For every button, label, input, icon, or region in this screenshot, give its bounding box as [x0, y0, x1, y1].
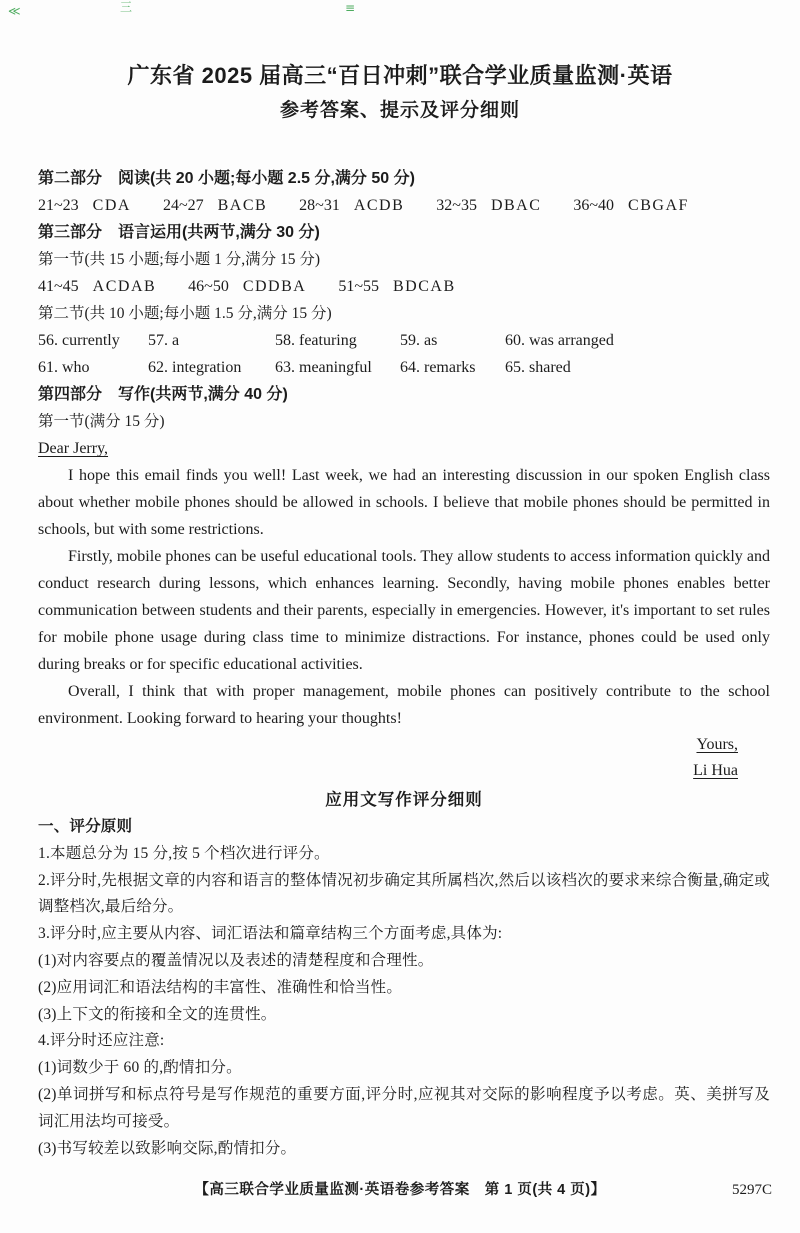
page-title: 广东省 2025 届高三“百日冲刺”联合学业质量监测·英语 — [127, 63, 673, 88]
blank-answer: 56. currently — [38, 332, 120, 349]
rubric-item: 3.评分时,应主要从内容、词汇语法和篇章结构三个方面考虑,具体为: — [38, 925, 503, 943]
answer-letters: CDA — [92, 197, 131, 214]
essay-paragraph-2: Firstly, mobile phones can be useful educational tools. They allow students to access information quickly and conduct research during lessons, which enhances learning. Secondly, having mobile phones enables better communication between students and their parents, especially in emergencies. However, it's important to set rules for mobile phone usage during class time to minimize distractions. For instance, phones could be used only during breaks or for specific educational activities. — [38, 548, 770, 673]
email-salutation: Dear Jerry, — [38, 440, 109, 457]
blank-answers-row-2 — [38, 354, 770, 381]
question-range: 24~27 — [162, 197, 204, 214]
blank-answer: 63. meaningful — [275, 359, 372, 376]
rubric-item: 1.本题总分为 15 分,按 5 个档次进行评分。 — [38, 844, 330, 862]
essay-paragraph-3: Overall, I think that with proper management, mobile phones can positively contribute to the school environment. Looking forward to hearing your thoughts! — [38, 683, 770, 727]
blank-answers-row-1 — [38, 327, 770, 354]
blank-answer: 61. who — [38, 359, 90, 376]
paper-code: 5297C — [731, 1182, 772, 1198]
question-range: 21~23 — [38, 197, 79, 214]
email-closing: Yours, — [696, 736, 738, 753]
rubric-item: 4.评分时还应注意: — [38, 1032, 165, 1050]
part4-heading: 第四部分 写作(共两节,满分 40 分) — [38, 386, 288, 403]
answer-letters: BDCAB — [393, 278, 456, 295]
essay-paragraph-1: I hope this email finds you well! Last week, we had an interesting discussion in our spoken English class about whether mobile phones should be allowed in schools. I believe that mobile phones should be permitted in schools, but with some restrictions. — [38, 467, 770, 538]
answer-key-block — [38, 165, 770, 435]
rubric-principles-title: 一、评分原则 — [38, 818, 133, 835]
scan-artifact-icon: 三 — [120, 0, 133, 14]
rubric-item: (3)上下文的衔接和全文的连贯性。 — [38, 1005, 277, 1023]
rubric-item: (2)应用词汇和语法结构的丰富性、准确性和恰当性。 — [38, 978, 403, 996]
blank-answer: 64. remarks — [400, 359, 476, 376]
blank-answer: 62. integration — [148, 359, 242, 376]
question-range: 51~55 — [338, 278, 379, 295]
part3-section1-heading: 第一节(共 15 小题;每小题 1 分,满分 15 分) — [38, 251, 321, 268]
rubric-item: (1)对内容要点的覆盖情况以及表述的清楚程度和合理性。 — [38, 951, 434, 969]
part2-heading: 第二部分 阅读(共 20 小题;每小题 2.5 分,满分 50 分) — [38, 170, 415, 187]
part4-section1-heading: 第一节(满分 15 分) — [38, 413, 165, 430]
blank-answer: 58. featuring — [275, 332, 357, 349]
blank-answer: 60. was arranged — [505, 332, 614, 349]
rubric-item: (2)单词拼写和标点符号是写作规范的重要方面,评分时,应视其对交际的影响程度予以考虑。英、美拼写及词汇用法均可接受。 — [38, 1085, 770, 1130]
model-essay — [38, 435, 770, 784]
scoring-rubric — [38, 786, 770, 1162]
question-range: 41~45 — [38, 278, 79, 295]
email-signature: Li Hua — [693, 762, 738, 779]
reading-answer-row — [38, 192, 770, 219]
page-subtitle: 参考答案、提示及评分细则 — [279, 100, 520, 121]
rubric-item: (1)词数少于 60 的,酌情扣分。 — [38, 1059, 242, 1077]
rubric-heading: 应用文写作评分细则 — [325, 791, 483, 809]
answer-letters: DBAC — [490, 197, 542, 214]
blank-answer: 59. as — [400, 332, 438, 349]
answer-letters: CDDBA — [242, 278, 307, 295]
blank-answer: 65. shared — [505, 359, 571, 376]
answer-letters: CBGAF — [628, 197, 689, 214]
rubric-item: (3)书写较差以致影响交际,酌情扣分。 — [38, 1139, 297, 1157]
part3-section2-heading: 第二节(共 10 小题;每小题 1.5 分,满分 15 分) — [38, 305, 332, 322]
scan-artifact-icon: ≡ — [345, 1, 356, 15]
question-range: 32~35 — [436, 197, 477, 214]
answer-letters: ACDAB — [92, 278, 157, 295]
document-body — [0, 165, 800, 1162]
answer-letters: BACB — [217, 197, 268, 214]
question-range: 36~40 — [573, 197, 615, 214]
answer-letters: ACDB — [353, 197, 405, 214]
question-range: 28~31 — [299, 197, 340, 214]
blank-answer: 57. a — [148, 332, 180, 349]
question-range: 46~50 — [188, 278, 229, 295]
page-footer: 【高三联合学业质量监测·英语卷参考答案 第 1 页(共 4 页)】 — [194, 1182, 606, 1198]
part3-heading: 第三部分 语言运用(共两节,满分 30 分) — [38, 224, 320, 241]
rubric-item: 2.评分时,先根据文章的内容和语言的整体情况初步确定其所属档次,然后以该档次的要求来综合衡量,确定或调整档次,最后给分。 — [38, 871, 770, 916]
cloze-answer-row — [38, 273, 770, 300]
scan-artifact-icon: ≪ — [8, 4, 21, 18]
